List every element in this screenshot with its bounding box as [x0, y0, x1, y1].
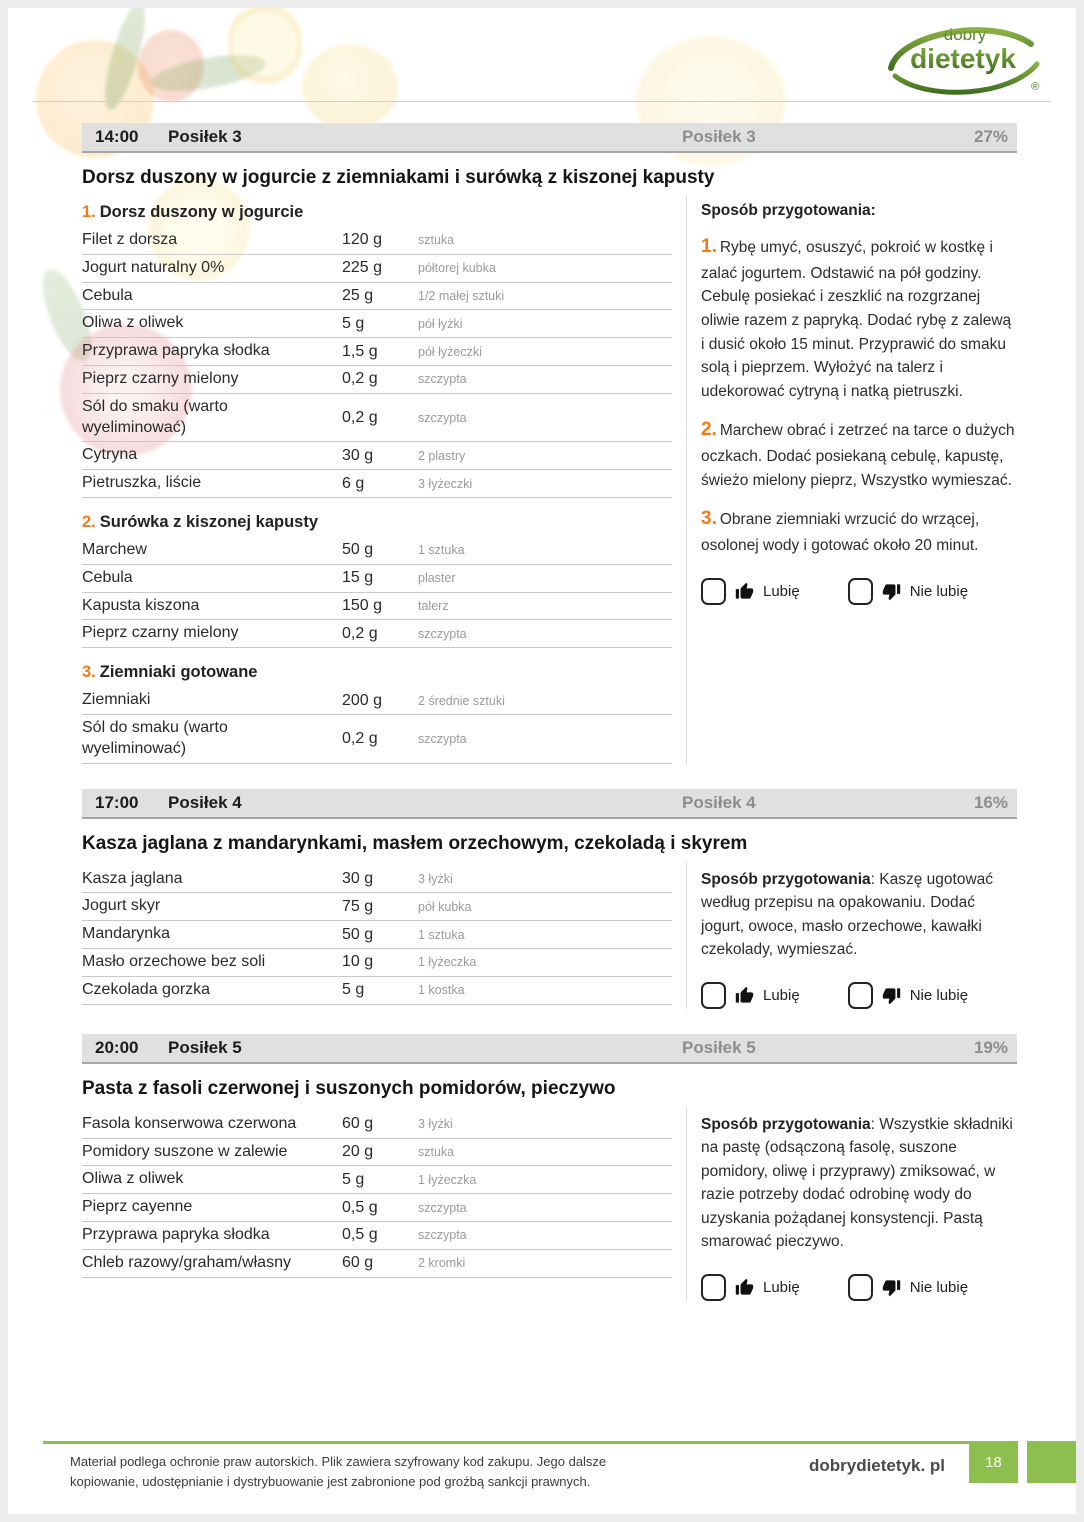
ingredient-name: Chleb razowy/graham/własny: [82, 1253, 291, 1271]
ingredient-amount: 25 g: [342, 286, 374, 304]
meal-percent: 27%: [973, 127, 1008, 146]
ingredient-name: Sól do smaku (warto wyeliminować): [82, 397, 228, 436]
ingredient-measure: pół łyżeczki: [418, 344, 482, 359]
ingredient-measure: 2 plastry: [418, 448, 466, 463]
ingredient-measure: 1 kostka: [418, 983, 465, 998]
ingredient-amount: 0,2 g: [342, 408, 378, 426]
meal-plan-content: [82, 123, 1017, 1301]
ingredient-amount: 5 g: [342, 1170, 365, 1188]
preparation-heading: Sposób przygotowania: [701, 870, 871, 888]
dislike-option[interactable]: [848, 1274, 968, 1301]
like-checkbox[interactable]: [701, 578, 726, 605]
meal-section-posilek-3: [82, 123, 1017, 764]
ingredient-list: [82, 1111, 672, 1278]
ingredient-measure: 1 łyżeczka: [418, 955, 477, 970]
subrecipe-name: Dorsz duszony w jogurcie: [99, 203, 304, 221]
dislike-label: Nie lubię: [909, 1279, 969, 1297]
table-row: [82, 1139, 672, 1167]
ingredient-amount: 15 g: [342, 569, 374, 587]
ingredient-name: Cebula: [82, 568, 133, 586]
ingredient-measure: sztuka: [418, 1144, 455, 1159]
ingredient-amount: 30 g: [342, 446, 374, 464]
ingredient-measure: 1 sztuka: [418, 927, 465, 942]
ingredient-amount: 6 g: [342, 474, 365, 492]
preparation-body: : Wszystkie składniki na pastę (odsączoną fasolę, suszone pomidory, oliwę i przyprawy) zmiksować, w razie potrzeby dodać odrobinę wody do uzyskania pożądanej konsystencji. Pastą smarować pieczywo.: [701, 1115, 1013, 1251]
ingredient-name: Przyprawa papryka słodka: [82, 342, 270, 360]
dislike-label: Nie lubię: [909, 986, 969, 1004]
ingredient-amount: 60 g: [342, 1254, 374, 1272]
site-name: dobrydietetyk. pl: [808, 1456, 945, 1475]
meal-name: Posiłek 5: [168, 1037, 242, 1057]
ingredient-name: Filet z dorsza: [82, 231, 178, 248]
preparation-step: [701, 505, 1017, 557]
subrecipe-name: Surówka z kiszonej kapusty: [99, 512, 319, 531]
ingredient-amount: 50 g: [342, 541, 374, 559]
ingredient-amount: 200 g: [342, 691, 383, 709]
meal-section-posilek-5: [82, 1034, 1017, 1301]
ingredient-amount: 0,5 g: [342, 1198, 378, 1216]
ingredient-name: Marchew: [82, 540, 147, 558]
subrecipe-number: 1.: [82, 203, 96, 221]
thumb-down-icon: [882, 986, 901, 1005]
ingredient-name: Pieprz czarny mielony: [82, 369, 239, 387]
ingredient-amount: 5 g: [342, 314, 365, 332]
ingredient-measure: 1 sztuka: [418, 543, 465, 558]
preparation-heading: Sposób przygotowania:: [701, 202, 876, 219]
ingredient-name: Pomidory suszone w zalewie: [82, 1142, 288, 1160]
table-row: [82, 866, 672, 894]
table-row: [82, 255, 672, 283]
like-option[interactable]: [701, 982, 800, 1009]
ingredient-measure: półtorej kubka: [418, 261, 496, 276]
ingredient-name: Oliwa z oliwek: [82, 1170, 184, 1188]
dislike-label: Nie lubię: [909, 582, 969, 600]
preparation-column: [686, 196, 1017, 764]
leaf-image: [97, 0, 153, 113]
table-row: [82, 1111, 672, 1139]
ingredient-measure: 3 łyżki: [418, 1117, 453, 1132]
copyright-notice: Materiał podlega ochronie praw autorskich. Plik zawiera szyfrowany kod zakupu. Jego dalsze kopiowanie, udostępnianie i dystrybuowanie jest zabronione pod groźbą sankcji prawnych.: [70, 1454, 607, 1490]
ingredients-column: [82, 196, 672, 764]
ingredient-name: Pieprz cayenne: [82, 1198, 193, 1216]
subrecipe-number: 2.: [82, 512, 96, 531]
table-row: [82, 1194, 672, 1222]
meal-time: 14:00: [95, 127, 139, 146]
ingredient-name: Sól do smaku (warto wyeliminować): [82, 718, 228, 757]
ingredient-amount: 5 g: [342, 981, 365, 999]
preparation-text: [701, 868, 1017, 962]
ingredient-measure: szczypta: [418, 626, 467, 641]
table-row: [82, 283, 672, 311]
step-number: 3.: [701, 508, 717, 530]
ingredient-measure: 3 łyżeczki: [418, 476, 473, 491]
subrecipe-heading: [82, 513, 672, 532]
ingredient-amount: 30 g: [342, 869, 374, 887]
meal-percent: 19%: [973, 1037, 1008, 1057]
ingredient-measure: talerz: [418, 598, 449, 613]
meal-title: Pasta z fasoli czerwonej i suszonych pomidorów, pieczywo: [82, 1077, 616, 1099]
dislike-option[interactable]: [848, 578, 968, 605]
like-checkbox[interactable]: [701, 982, 726, 1009]
ingredient-name: Kasza jaglana: [82, 869, 183, 887]
ingredient-name: Kapusta kiszona: [82, 596, 200, 614]
table-row: [82, 687, 672, 715]
subrecipe-surowka: [82, 513, 672, 648]
table-row: [82, 1222, 672, 1250]
table-row: [82, 366, 672, 394]
rating-row: [701, 1274, 1017, 1301]
ingredient-name: Cebula: [82, 286, 133, 304]
rating-row: [701, 578, 1017, 605]
meal-header-bar: [82, 1034, 1017, 1064]
ingredient-name: Oliwa z oliwek: [82, 314, 184, 332]
table-row: [82, 227, 672, 255]
like-option[interactable]: [701, 578, 800, 605]
table-row: [82, 1166, 672, 1194]
dislike-checkbox[interactable]: [848, 982, 873, 1009]
ingredient-name: Przyprawa papryka słodka: [82, 1225, 270, 1243]
table-row: [82, 620, 672, 648]
step-text: Obrane ziemniaki wrzucić do wrzącej, osolonej wody i gotować około 20 minut.: [701, 511, 980, 554]
ingredient-name: Jogurt skyr: [82, 897, 161, 915]
step-text: Rybę umyć, osuszyć, pokroić w kostkę i zalać jogurtem. Odstawić na pół godziny. Cebulę posiekać i zeszklić na rozgrzanej oliwie razem z papryką. Dodać rybę z zalewą i dusić około 15 minut. Przyprawić do smaku solą i pieprzem. Wyłożyć na talerz i udekorować cytryną i natką pietruszki.: [701, 239, 1012, 400]
ingredient-amount: 0,2 g: [342, 624, 378, 642]
table-row: [82, 949, 672, 977]
subrecipe-name: Ziemniaki gotowane: [99, 663, 258, 682]
ingredient-name: Cytryna: [82, 446, 138, 464]
ingredient-amount: 0,2 g: [342, 370, 378, 388]
rating-row: [701, 982, 1017, 1009]
meal-section-posilek-4: [82, 789, 1017, 1009]
meal-name-right: Posiłek 5: [682, 1037, 756, 1057]
like-label: Lubię: [763, 986, 800, 1004]
ingredient-amount: 60 g: [342, 1115, 374, 1133]
logo-graphic: [879, 18, 1044, 98]
step-number: 1.: [701, 236, 717, 257]
ingredient-amount: 0,5 g: [342, 1226, 378, 1244]
ingredient-amount: 10 g: [342, 953, 374, 971]
table-row: [82, 310, 672, 338]
meal-header-bar: [82, 789, 1017, 819]
citrus-slice-image: [228, 0, 302, 88]
ingredient-measure: 2 kromki: [418, 1256, 466, 1271]
preparation-body: : Kaszę ugotować według przepisu na opakowaniu. Dodać jogurt, owoce, masło orzechowe, kawałki czekolady, wymieszać.: [701, 870, 994, 959]
preparation-text: [701, 1113, 1017, 1254]
thumb-down-icon: [882, 1278, 901, 1297]
table-row: [82, 442, 672, 470]
meal-name-right: Posiłek 4: [682, 792, 756, 812]
table-row: [82, 394, 672, 443]
logo-text-bottom: dietetyk: [910, 43, 1016, 74]
footer-green-tab: [1027, 1441, 1076, 1483]
ingredient-name: Jogurt naturalny 0%: [82, 258, 225, 276]
ingredient-name: Pieprz czarny mielony: [82, 624, 239, 642]
table-row: [82, 565, 672, 593]
registered-mark: ®: [1031, 81, 1040, 93]
logo-text-top: dobry: [943, 25, 987, 44]
ingredient-amount: 150 g: [342, 596, 383, 614]
ingredient-name: Pietruszka, liście: [82, 474, 202, 492]
ingredient-name: Mandarynka: [82, 925, 171, 943]
ingredient-measure: szczypta: [418, 372, 467, 387]
ingredients-column: [82, 1107, 672, 1301]
meal-name-right: Posiłek 3: [682, 127, 756, 146]
ingredient-amount: 75 g: [342, 897, 374, 915]
subrecipe-number: 3.: [82, 663, 96, 682]
ingredient-measure: 1/2 małej sztuki: [418, 288, 505, 303]
preparation-column: [686, 862, 1017, 1009]
preparation-column: [686, 1107, 1017, 1301]
table-row: [82, 338, 672, 366]
meal-body: [82, 196, 1017, 764]
ingredient-measure: pół łyżki: [418, 316, 463, 331]
preparation-step: [701, 416, 1017, 492]
preparation-heading: Sposób przygotowania: [701, 1115, 871, 1133]
step-text: Marchew obrać i zetrzeć na tarce o dużych oczkach. Dodać posiekaną cebulę, kapustę, świeżo mielony pieprz, Wszystko wymieszać.: [701, 422, 1015, 489]
subrecipe-dorsz: [82, 203, 672, 498]
table-row: [82, 537, 672, 565]
ingredient-name: Fasola konserwowa czerwona: [82, 1114, 297, 1132]
ingredient-name: Masło orzechowe bez soli: [82, 952, 266, 970]
table-row: [82, 921, 672, 949]
meal-name: Posiłek 3: [168, 127, 242, 146]
like-label: Lubię: [763, 582, 800, 600]
ingredient-name: Ziemniaki: [82, 691, 151, 709]
tangerine-image: [138, 30, 204, 102]
ingredient-amount: 225 g: [342, 259, 383, 277]
subrecipe-heading: [82, 203, 672, 222]
subrecipe-heading: [82, 663, 672, 682]
page-number: 18: [969, 1441, 1018, 1483]
dobry-dietetyk-logo: [879, 18, 1044, 103]
ingredient-measure: szczypta: [418, 1228, 467, 1243]
table-row: [82, 1250, 672, 1278]
dislike-checkbox[interactable]: [848, 578, 873, 605]
thumb-down-icon: [882, 582, 901, 601]
ingredient-amount: 1,5 g: [342, 342, 378, 360]
table-row: [82, 470, 672, 498]
meal-time: 20:00: [95, 1037, 139, 1057]
ingredient-amount: 50 g: [342, 925, 374, 943]
ingredients-column: [82, 862, 672, 1009]
meal-title: Kasza jaglana z mandarynkami, masłem orzechowym, czekoladą i skyrem: [82, 832, 748, 854]
ingredient-measure: szczypta: [418, 731, 467, 746]
meal-time: 17:00: [95, 792, 139, 812]
ingredient-measure: pół kubka: [418, 899, 472, 914]
meal-body: [82, 862, 1017, 1009]
table-row: [82, 715, 672, 764]
thumb-up-icon: [735, 986, 754, 1005]
like-label: Lubię: [763, 1279, 800, 1297]
table-row: [82, 893, 672, 921]
ingredient-amount: 20 g: [342, 1142, 374, 1160]
meal-body: [82, 1107, 1017, 1301]
ingredient-measure: 2 średnie sztuki: [418, 693, 505, 708]
ingredient-name: Czekolada gorzka: [82, 980, 211, 998]
table-row: [82, 593, 672, 621]
meal-header-bar: [82, 123, 1017, 153]
ingredient-list: [82, 866, 672, 1005]
preparation-step: [701, 233, 1017, 403]
step-number: 2.: [701, 419, 717, 441]
ingredient-measure: sztuka: [418, 233, 455, 248]
ingredient-measure: 3 łyżki: [418, 871, 453, 886]
ingredient-amount: 0,2 g: [342, 729, 378, 747]
ingredient-measure: szczypta: [418, 410, 467, 425]
meal-title: Dorsz duszony w jogurcie z ziemniakami i surówką z kiszonej kapusty: [82, 167, 715, 188]
thumb-up-icon: [735, 1278, 754, 1297]
like-checkbox[interactable]: [701, 1274, 726, 1301]
meal-name: Posiłek 4: [168, 792, 242, 812]
ingredient-measure: 1 łyżeczka: [418, 1172, 477, 1187]
dislike-option[interactable]: [848, 982, 968, 1009]
meal-percent: 16%: [973, 792, 1008, 812]
table-row: [82, 977, 672, 1005]
leaf-image: [148, 48, 267, 98]
ingredient-measure: szczypta: [418, 1200, 467, 1215]
lemon-image: [302, 44, 398, 130]
ingredient-amount: 120 g: [342, 231, 383, 249]
thumb-up-icon: [735, 582, 754, 601]
footer-divider: [43, 1441, 969, 1444]
dislike-checkbox[interactable]: [848, 1274, 873, 1301]
ingredient-measure: plaster: [418, 571, 456, 586]
like-option[interactable]: [701, 1274, 800, 1301]
subrecipe-ziemniaki: [82, 663, 672, 763]
